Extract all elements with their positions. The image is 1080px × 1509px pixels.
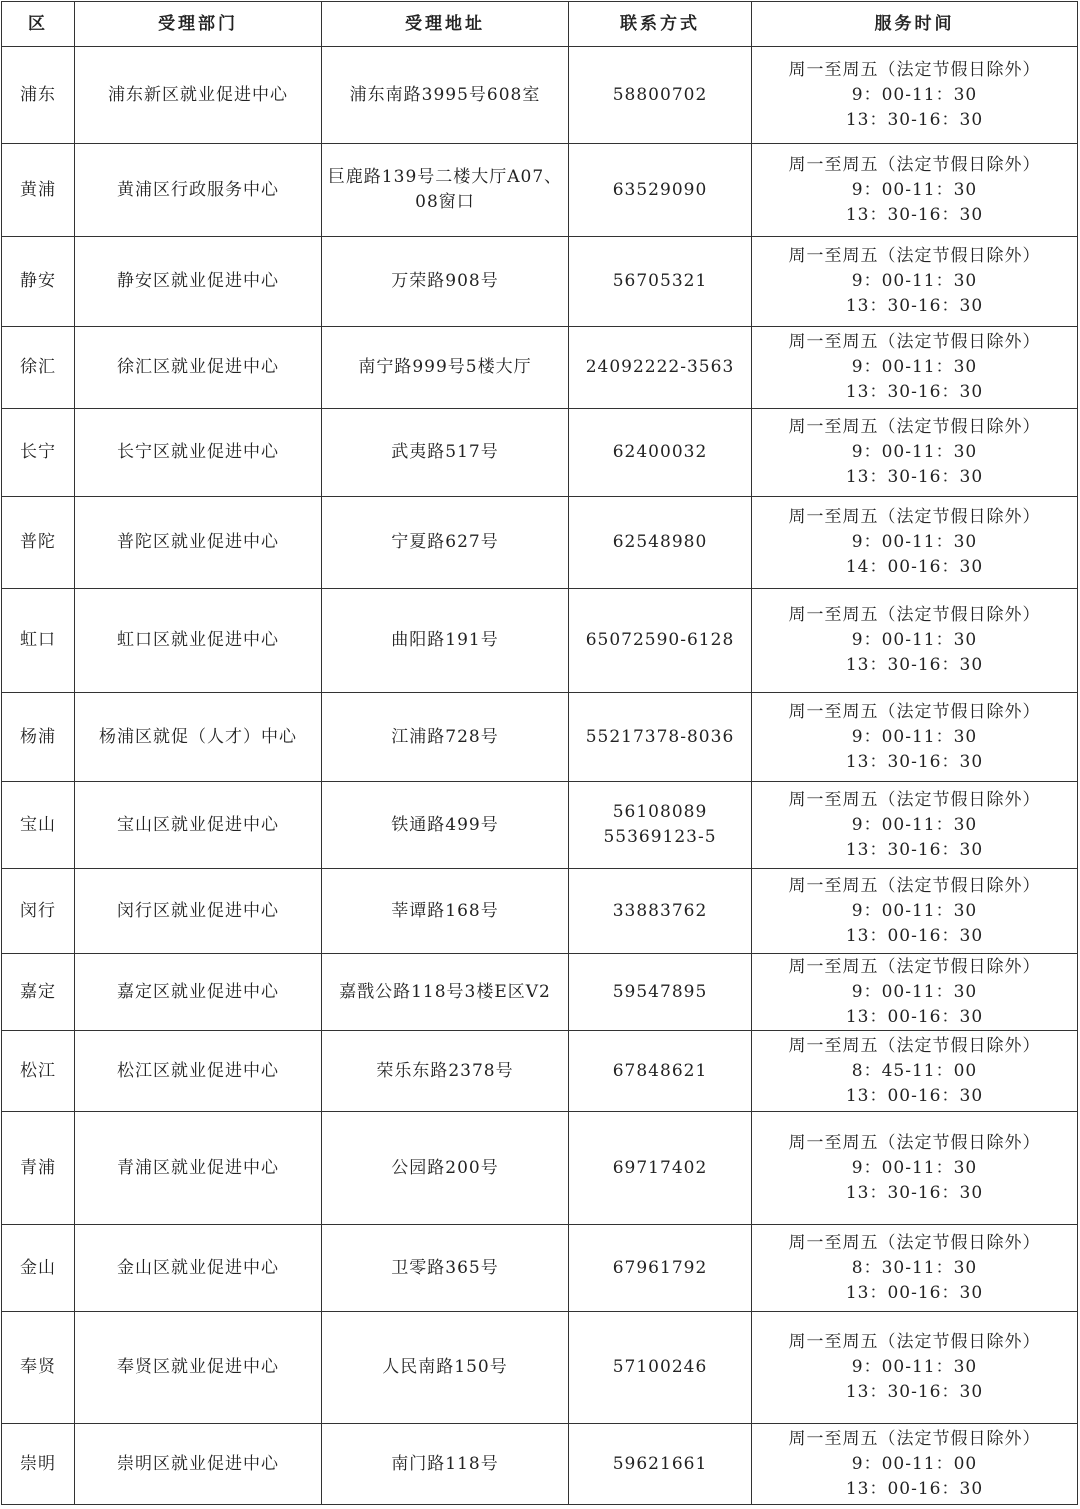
hours-line: 周一至周五（法定节假日除外） — [788, 875, 1041, 896]
table-row — [2, 47, 1078, 144]
hours-cell — [752, 497, 1078, 589]
address-line: 人民南路150号 — [382, 1357, 508, 1377]
table-row — [2, 237, 1078, 327]
address-cell — [322, 869, 569, 954]
hours-cell — [752, 693, 1078, 782]
contact-cell — [569, 782, 752, 869]
contact-line: 59547895 — [612, 981, 708, 1002]
address-line: 公园路200号 — [391, 1157, 499, 1178]
address-line: 宁夏路627号 — [391, 532, 499, 552]
hours-line: 9：00-11：30 — [851, 271, 978, 291]
department-cell: 青浦区就业促进中心 — [75, 1112, 322, 1225]
header-contact: 联系方式 — [569, 2, 752, 47]
address-cell — [322, 409, 569, 497]
contact-line: 55217378-8036 — [585, 726, 735, 747]
contact-line: 62548980 — [612, 532, 708, 552]
contact-line: 69717402 — [612, 1157, 708, 1178]
district-cell: 杨浦 — [2, 693, 75, 782]
hours-line: 周一至周五（法定节假日除外） — [788, 507, 1041, 527]
header-row — [2, 2, 1078, 47]
contact-cell — [569, 1112, 752, 1225]
district-cell: 奉贤 — [2, 1312, 75, 1424]
contact-cell — [569, 1424, 752, 1505]
hours-line: 周一至周五（法定节假日除外） — [788, 605, 1041, 625]
district-cell: 松江 — [2, 1031, 75, 1112]
contact-line: 67848621 — [612, 1060, 708, 1081]
district-cell: 嘉定 — [2, 954, 75, 1031]
header-district: 区 — [2, 2, 75, 47]
hours-line: 13：00-16：30 — [845, 1006, 984, 1027]
address-cell — [322, 1031, 569, 1112]
hours-line: 13：30-16：30 — [845, 751, 984, 772]
district-cell: 黄浦 — [2, 144, 75, 237]
department-cell: 奉贤区就业促进中心 — [75, 1312, 322, 1424]
hours-cell — [752, 1031, 1078, 1112]
address-line: 卫零路365号 — [391, 1257, 499, 1278]
address-cell — [322, 1112, 569, 1225]
hours-line: 周一至周五（法定节假日除外） — [788, 1035, 1041, 1056]
district-cell: 徐汇 — [2, 327, 75, 409]
hours-line: 13：30-16：30 — [845, 296, 984, 316]
contact-line: 57100246 — [612, 1357, 708, 1377]
hours-cell — [752, 954, 1078, 1031]
hours-cell — [752, 237, 1078, 327]
address-line: 江浦路728号 — [391, 726, 499, 747]
hours-line: 13：30-16：30 — [845, 1182, 984, 1203]
table-body — [2, 47, 1078, 1505]
hours-line: 8：30-11：30 — [851, 1257, 978, 1278]
hours-cell — [752, 1312, 1078, 1424]
hours-line: 9：00-11：30 — [851, 532, 978, 552]
department-cell: 徐汇区就业促进中心 — [75, 327, 322, 409]
address-line: 荣乐东路2378号 — [376, 1060, 514, 1081]
hours-line: 9：00-11：30 — [851, 630, 978, 650]
contact-cell — [569, 409, 752, 497]
address-line: 莘谭路168号 — [391, 900, 499, 921]
hours-line: 周一至周五（法定节假日除外） — [788, 1428, 1041, 1449]
service-table — [1, 1, 1078, 1505]
hours-cell — [752, 1424, 1078, 1505]
hours-line: 周一至周五（法定节假日除外） — [788, 789, 1041, 810]
hours-line: 周一至周五（法定节假日除外） — [788, 154, 1041, 175]
table-row — [2, 1312, 1078, 1424]
hours-line: 9：00-11：30 — [851, 179, 978, 200]
header-address: 受理地址 — [322, 2, 569, 47]
address-cell — [322, 144, 569, 237]
table-row — [2, 327, 1078, 409]
hours-line: 周一至周五（法定节假日除外） — [788, 1132, 1041, 1153]
department-cell: 金山区就业促进中心 — [75, 1225, 322, 1312]
table-row — [2, 869, 1078, 954]
hours-line: 13：30-16：30 — [845, 382, 984, 402]
hours-line: 9：00-11：30 — [851, 84, 978, 105]
address-cell — [322, 1312, 569, 1424]
hours-line: 周一至周五（法定节假日除外） — [788, 246, 1041, 266]
address-cell — [322, 782, 569, 869]
hours-line: 周一至周五（法定节假日除外） — [788, 1332, 1041, 1352]
department-cell: 虹口区就业促进中心 — [75, 589, 322, 693]
hours-line: 9：00-11：00 — [851, 1453, 978, 1474]
contact-line: 59621661 — [612, 1453, 708, 1474]
contact-line: 24092222-3563 — [585, 357, 735, 377]
address-cell — [322, 589, 569, 693]
contact-cell — [569, 1031, 752, 1112]
table-row — [2, 693, 1078, 782]
contact-cell — [569, 1225, 752, 1312]
table-row — [2, 409, 1078, 497]
header-department: 受理部门 — [75, 2, 322, 47]
department-cell: 杨浦区就促（人才）中心 — [75, 693, 322, 782]
address-line: 嘉戬公路118号3楼E区V2 — [339, 981, 551, 1002]
address-cell — [322, 1225, 569, 1312]
contact-cell — [569, 47, 752, 144]
table-row — [2, 1031, 1078, 1112]
contact-line: 62400032 — [612, 442, 708, 462]
address-cell — [322, 47, 569, 144]
contact-line: 55369123-5 — [603, 827, 717, 847]
hours-line: 8：45-11：00 — [851, 1060, 978, 1081]
table-row — [2, 144, 1078, 237]
address-line: 南宁路999号5楼大厅 — [358, 357, 532, 377]
contact-line: 58800702 — [612, 84, 708, 105]
contact-line: 65072590-6128 — [585, 630, 735, 650]
address-line: 08窗口 — [415, 192, 475, 212]
header-hours: 服务时间 — [752, 2, 1078, 47]
hours-line: 13：30-16：30 — [845, 839, 984, 860]
hours-line: 13：30-16：30 — [845, 1382, 984, 1402]
contact-line: 56705321 — [612, 271, 708, 291]
hours-cell — [752, 782, 1078, 869]
table-row — [2, 1112, 1078, 1225]
hours-cell — [752, 589, 1078, 693]
hours-line: 周一至周五（法定节假日除外） — [788, 1232, 1041, 1253]
contact-cell — [569, 954, 752, 1031]
department-cell: 长宁区就业促进中心 — [75, 409, 322, 497]
hours-line: 13：30-16：30 — [845, 109, 984, 130]
district-cell: 闵行 — [2, 869, 75, 954]
hours-line: 13：30-16：30 — [845, 467, 984, 487]
hours-cell — [752, 47, 1078, 144]
contact-cell — [569, 1312, 752, 1424]
department-cell: 浦东新区就业促进中心 — [75, 47, 322, 144]
hours-line: 9：00-11：30 — [851, 1157, 978, 1178]
hours-cell — [752, 409, 1078, 497]
address-line: 曲阳路191号 — [391, 630, 499, 650]
table-row — [2, 1225, 1078, 1312]
department-cell: 黄浦区行政服务中心 — [75, 144, 322, 237]
department-cell: 静安区就业促进中心 — [75, 237, 322, 327]
district-cell: 金山 — [2, 1225, 75, 1312]
table-row — [2, 497, 1078, 589]
department-cell: 松江区就业促进中心 — [75, 1031, 322, 1112]
contact-line: 63529090 — [612, 179, 708, 200]
hours-line: 周一至周五（法定节假日除外） — [788, 956, 1041, 977]
address-cell — [322, 327, 569, 409]
table-row — [2, 782, 1078, 869]
district-cell: 浦东 — [2, 47, 75, 144]
address-line: 武夷路517号 — [391, 442, 499, 462]
district-cell: 宝山 — [2, 782, 75, 869]
hours-cell — [752, 144, 1078, 237]
table-row — [2, 954, 1078, 1031]
address-line: 万荣路908号 — [391, 271, 499, 291]
district-cell: 静安 — [2, 237, 75, 327]
district-cell: 青浦 — [2, 1112, 75, 1225]
table-row — [2, 589, 1078, 693]
hours-line: 13：00-16：30 — [845, 1085, 984, 1106]
address-cell — [322, 1424, 569, 1505]
hours-cell — [752, 327, 1078, 409]
address-cell — [322, 237, 569, 327]
contact-line: 56108089 — [612, 802, 708, 822]
department-cell: 崇明区就业促进中心 — [75, 1424, 322, 1505]
department-cell: 普陀区就业促进中心 — [75, 497, 322, 589]
hours-cell — [752, 869, 1078, 954]
hours-line: 13：00-16：30 — [845, 925, 984, 946]
hours-line: 9：00-11：30 — [851, 726, 978, 747]
hours-line: 9：00-11：30 — [851, 981, 978, 1002]
hours-line: 13：00-16：30 — [845, 1282, 984, 1303]
hours-line: 13：30-16：30 — [845, 204, 984, 225]
hours-line: 周一至周五（法定节假日除外） — [788, 417, 1041, 437]
hours-line: 周一至周五（法定节假日除外） — [788, 701, 1041, 722]
contact-cell — [569, 589, 752, 693]
district-cell: 虹口 — [2, 589, 75, 693]
contact-cell — [569, 237, 752, 327]
hours-line: 9：00-11：30 — [851, 814, 978, 835]
contact-line: 33883762 — [612, 900, 708, 921]
hours-line: 13：30-16：30 — [845, 655, 984, 675]
hours-line: 周一至周五（法定节假日除外） — [788, 332, 1041, 352]
contact-line: 67961792 — [612, 1257, 708, 1278]
hours-cell — [752, 1225, 1078, 1312]
department-cell: 宝山区就业促进中心 — [75, 782, 322, 869]
address-cell — [322, 693, 569, 782]
address-line: 铁通路499号 — [391, 814, 499, 835]
hours-line: 9：00-11：30 — [851, 357, 978, 377]
district-cell: 普陀 — [2, 497, 75, 589]
contact-cell — [569, 693, 752, 782]
table-row — [2, 1424, 1078, 1505]
district-cell: 长宁 — [2, 409, 75, 497]
address-cell — [322, 954, 569, 1031]
district-cell: 崇明 — [2, 1424, 75, 1505]
address-cell — [322, 497, 569, 589]
contact-cell — [569, 869, 752, 954]
hours-line: 周一至周五（法定节假日除外） — [788, 59, 1041, 80]
hours-line: 9：00-11：30 — [851, 900, 978, 921]
address-line: 南门路118号 — [391, 1453, 499, 1474]
hours-cell — [752, 1112, 1078, 1225]
hours-line: 14：00-16：30 — [845, 557, 984, 577]
contact-cell — [569, 497, 752, 589]
hours-line: 9：00-11：30 — [851, 1357, 978, 1377]
address-line: 巨鹿路139号二楼大厅A07、 — [327, 167, 563, 187]
department-cell: 嘉定区就业促进中心 — [75, 954, 322, 1031]
contact-cell — [569, 327, 752, 409]
address-line: 浦东南路3995号608室 — [349, 84, 541, 105]
hours-line: 13：00-16：30 — [845, 1478, 984, 1499]
hours-line: 9：00-11：30 — [851, 442, 978, 462]
contact-cell — [569, 144, 752, 237]
department-cell: 闵行区就业促进中心 — [75, 869, 322, 954]
